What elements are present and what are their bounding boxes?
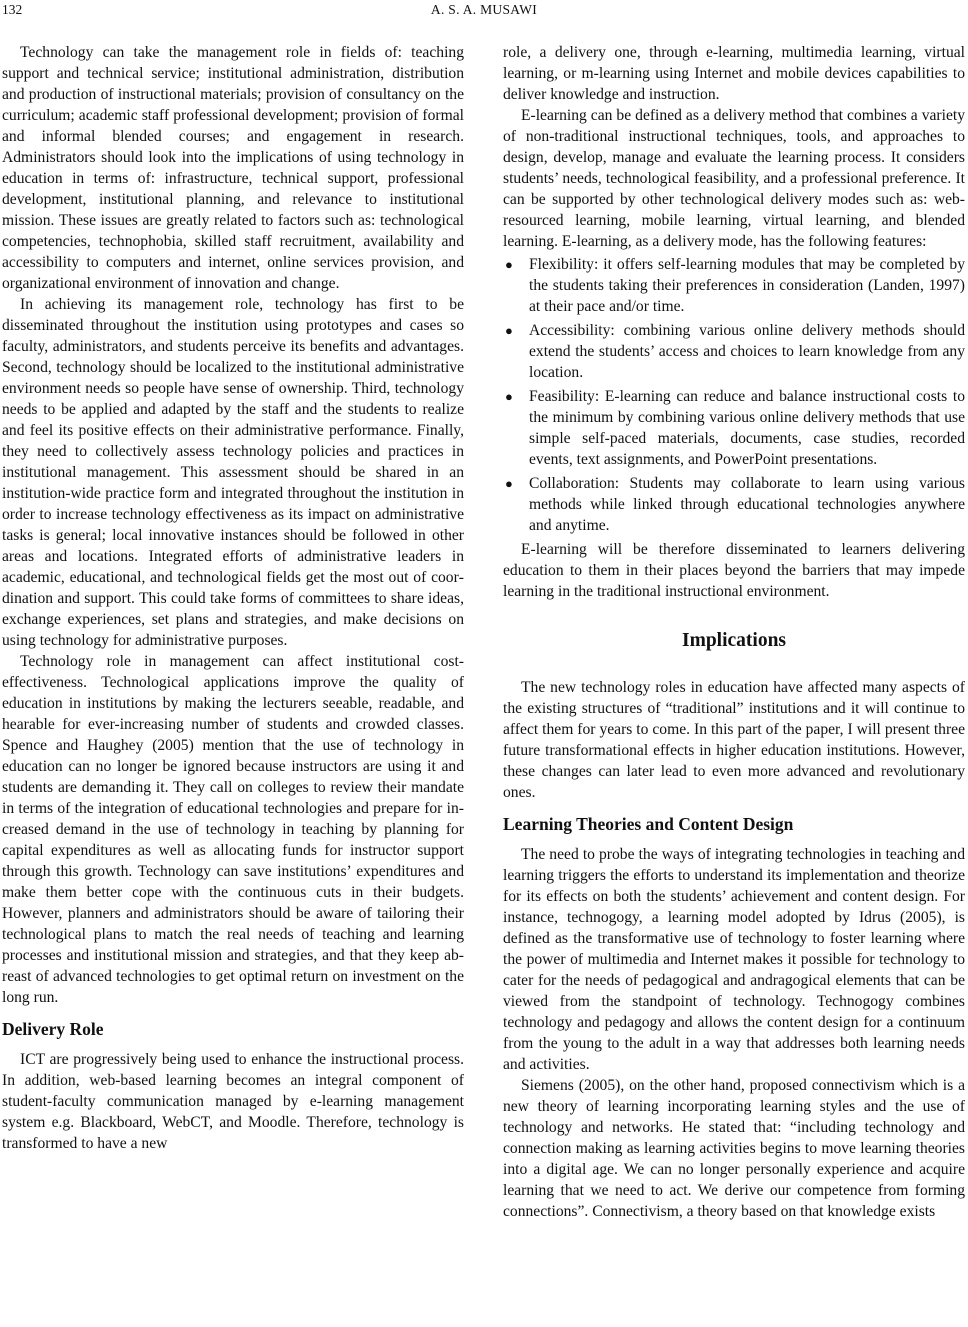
paragraph: Technology can take the management role in fields of: teaching support and technical service; institutional administration, distribution and production of instructional materials; provision of consultancy on the curriculum; academic staff professional development; provision of formal and informal blended courses; and engagement in research. Administrators should look into the implications of using technology in education in terms of: infrastructure, technical support, professional development, institutional planning, and relevance to institutional mission. These issues are greatly related to factors such as: technological competencies, technophobia, skilled staff recruitment, availability and accessibility to computers and internet, online services provision, and organizational environment of innovation and change. bbox=[2, 44, 464, 292]
paragraph: role, a delivery one, through e-learning, multimedia learning, virtual learning, or m-learning using Internet and mobile devices capabilities to deliver knowledge and instruction. bbox=[503, 44, 965, 103]
left-column bbox=[2, 42, 464, 1154]
paragraph: In achieving its management role, technology has first to be disseminated throughout the institution using prototypes and cases so faculty, administrators, and students perceive its benefits and advantages. Second, technology should be localized to the institutional administrative environment needs so people have sense of ownership. Third, technology needs to be applied and adapted by the staff and the students to realize and feel its positive effects on their administrative performance. Finally, they need to collectively assess technology policies and practices in institutional management. This assessment should be shared in an institution-wide practice form and integrated throughout the institution in order to increase technology effectiveness as its impact on administrative tasks is general; local innovative instances should be followed in other areas and locations. Integrated efforts of administrative leaders in academic, educational, and technological fields get the most out of coordination and support. This could take forms of committees to share ideas, exchange experiences, set plans and strategies, and make decisions on using technology for administrative purposes. bbox=[2, 296, 464, 649]
paragraph: E-learning will be therefore disseminated to learners delivering education to them in their places beyond the barriers that may impede learning in the traditional instructional environment. bbox=[503, 541, 965, 600]
right-column bbox=[503, 42, 965, 1222]
section-heading-learning-theories: Learning Theories and Content Design bbox=[503, 814, 794, 834]
list-item-text: Collaboration: Students may collaborate to learn using various methods while linked through educational technologies anywhere and anytime. bbox=[529, 475, 965, 534]
bullet-icon: ● bbox=[505, 389, 513, 404]
paragraph: The need to probe the ways of integrating technologies in teaching and learning triggers the efforts to understand its implementation and theorize for its effects on both the students’ achievement and content design. For instance, technogogy, a learning model adopted by Idrus (2005), is defined as the transformative use of technology to foster learning where the power of multimedia and Internet makes it possible for technology to cater for the needs of pedagogical and andragogical elements that can be viewed from the standpoint of technology. Technogogy combines technology and pedagogy and allows the content design for a continuum from the young to the adult in a way that addresses both learning needs and activities. bbox=[503, 846, 965, 1073]
list-item bbox=[503, 320, 965, 383]
paragraph: Technology role in management can affect institutional cost-effectiveness. Technological applications improve the quality of education in institutions by making the lecturers seeable, readable, and hearable for ever-increasing number of students and crowded classes. Spence and Haughey (2005) mention that the use of technology in education can no longer be ignored because instructors are using it and students are demanding it. They call on colleges to review their mandate in terms of the integration of educational technologies and prepare for increased demand in the use of technology in teaching by planning for capital expenditures as well as allocating funds for instructor support through this growth. Technology can save institutions’ expenditures and make them better cope with the continuous cuts in their budgets. However, planners and administrators should be aware of tailoring their technological plans to match the real needs of teaching and learning processes and institutional mission and strategies, and that they keep abreast of advanced technologies to get optimal return on investment on the long run. bbox=[2, 653, 464, 1006]
list-item bbox=[503, 473, 965, 536]
list-item bbox=[503, 386, 965, 470]
list-item-text: Feasibility: E-learning can reduce and balance instructional costs to the minimum by combining various online delivery methods that use simple self-paced materials, documents, case studies, recorded events, text assignments, and PowerPoint presentations. bbox=[529, 388, 965, 468]
bullet-icon: ● bbox=[505, 257, 513, 272]
feature-list bbox=[503, 254, 965, 536]
page-number: 132 bbox=[2, 2, 23, 17]
page-header bbox=[0, 0, 968, 24]
section-heading-implications: Implications bbox=[681, 630, 786, 651]
paragraph: ICT are progressively being used to enhance the instructional process. In addition, web-based learning becomes an integral component of student-faculty communication managed by e-learning management system e.g. Blackboard, WebCT, and Moodle. Therefore, technology is transformed to have a new bbox=[2, 1051, 464, 1152]
running-head: A. S. A. MUSAWI bbox=[430, 2, 538, 17]
list-item bbox=[503, 254, 965, 317]
list-item-text: Accessibility: combining various online delivery methods should extend the students’ access and choices to learn knowledge from any location. bbox=[529, 322, 965, 381]
paragraph: E-learning can be defined as a delivery method that combines a variety of non-traditional instructional techniques, tools, and approaches to design, develop, manage and evaluate the learning process. It considers students’ needs, technological feasibility, and a professional preference. It can be supported by other technological delivery modes such as: web-resourced learning, mobile learning, virtual learning, and blended learning. E-learning, as a delivery mode, has the following features: bbox=[503, 107, 965, 250]
bullet-icon: ● bbox=[505, 323, 513, 338]
paragraph: Siemens (2005), on the other hand, proposed connectivism which is a new theory of learning incorporating learning styles and the use of technology and networks. He stated that: “including technology and connection making as learning activities begins to move learning theories into a digital age. We can no longer personally experience and acquire learning that we need to act. We derive our competence from forming connections”. Connectivism, a theory based on that knowledge exists bbox=[503, 1077, 965, 1220]
section-heading-delivery-role: Delivery Role bbox=[2, 1019, 104, 1039]
bullet-icon: ● bbox=[505, 476, 513, 491]
paragraph: The new technology roles in education have affected many aspects of the existing structures of “traditional” institutions and it will continue to affect them for years to come. In this part of the paper, I will present three future transformational effects in higher education institutions. However, these changes can later lead to even more advanced and revolutionary ones. bbox=[503, 679, 965, 801]
list-item-text: Flexibility: it offers self-learning modules that may be completed by the students taking their preferences in consideration (Landen, 1997) at their pace and/or time. bbox=[529, 256, 965, 315]
